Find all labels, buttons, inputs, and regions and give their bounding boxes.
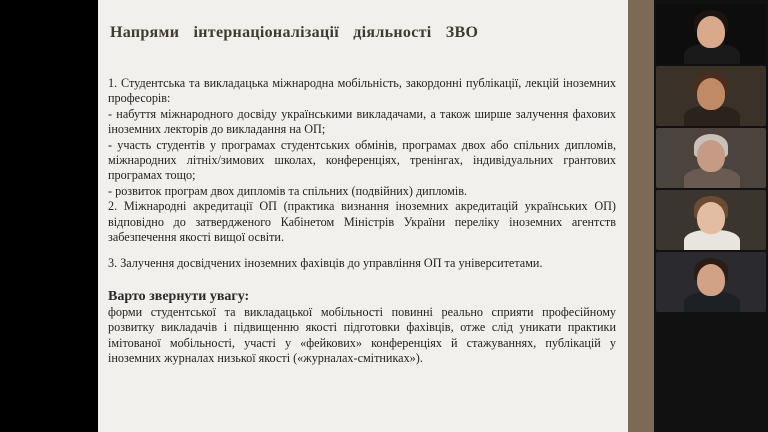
participant-gallery bbox=[654, 0, 768, 432]
note-heading: Варто звернути увагу: bbox=[108, 288, 250, 304]
participant-face bbox=[697, 264, 725, 296]
participant-video-tile[interactable] bbox=[656, 66, 766, 126]
shared-slide bbox=[98, 0, 628, 432]
spacer bbox=[108, 245, 616, 256]
note-text: форми студентської та викладацької мобільності повинні реально сприяти професійному розвитку викладачів і підвищенню якості підготовки фахівців, отже слід уникати практики імітованої мобільності, участі у «фейкових» конференціях й стажуваннях, публікацій у іноземних журналах низької якості («журналах-смітниках»). bbox=[108, 304, 616, 366]
participant-face bbox=[697, 202, 725, 234]
slide-paragraph: 3. Залучення досвідчених іноземних фахівців до управління ОП та університетами. bbox=[108, 256, 543, 271]
slide-paragraph: - участь студентів у програмах студентських обмінів, програмах двох або спільних дипломів, міжнародних літніх/зимових школах, конференціях, тренінгах, індивідуальних грантових програмах тощо; bbox=[108, 137, 616, 183]
participant-face bbox=[697, 78, 725, 110]
left-black-bar bbox=[0, 0, 98, 432]
participant-face bbox=[697, 16, 725, 48]
slide-paragraph: - розвиток програм двох дипломів та спільних (подвійних) дипломів. bbox=[108, 183, 468, 198]
participant-face bbox=[697, 140, 725, 172]
participant-video-tile[interactable] bbox=[656, 128, 766, 188]
slide-paragraph: - набуття міжнародного досвіду українськими викладачами, а також ширше залучення фахових іноземних лекторів до викладання на ОП; bbox=[108, 106, 616, 137]
spacer bbox=[108, 272, 616, 288]
slide-paragraph: 2. Міжнародні акредитації ОП (практика визнання іноземних акредитацій українських ОП) відповідно до затвердженого Кабінетом Міністрів України переліку іноземних агентств забезпечення якості вищої освіти. bbox=[108, 199, 616, 245]
slide-border bbox=[628, 0, 654, 432]
slide-body bbox=[108, 76, 616, 367]
slide-paragraph: 1. Студентська та викладацька міжнародна мобільність, закордонні публікації, лекцій іноземних професорів: bbox=[108, 76, 616, 106]
participant-video-tile[interactable] bbox=[656, 190, 766, 250]
slide-title: Напрями інтернаціоналізації діяльності ЗВО bbox=[110, 24, 479, 41]
participant-video-tile[interactable] bbox=[656, 4, 766, 64]
participant-video-tile[interactable] bbox=[656, 252, 766, 312]
